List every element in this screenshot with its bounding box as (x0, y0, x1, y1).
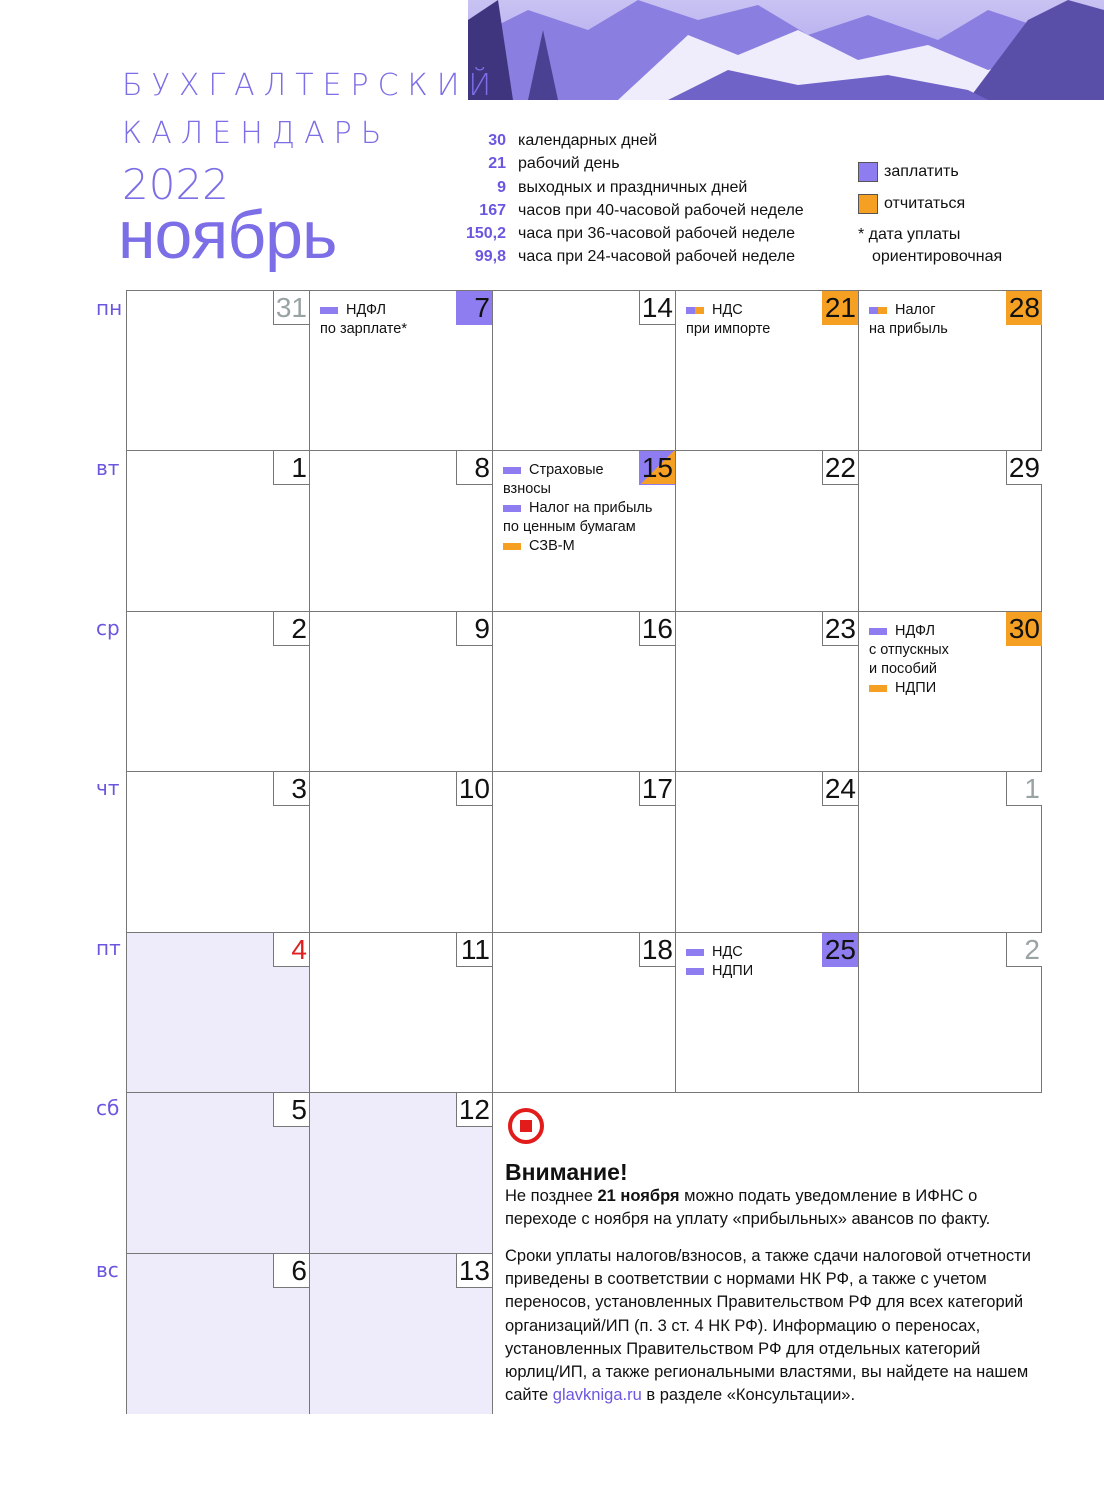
footnote-line-1: * дата уплаты (858, 226, 961, 243)
stat-number: 167 (479, 201, 506, 219)
day-cell (859, 933, 1042, 1093)
event-label-cont: взносы (503, 481, 551, 497)
day-number: 12 (456, 1093, 492, 1127)
day-cell (859, 772, 1042, 933)
note-title: Внимание! (505, 1159, 628, 1185)
event-label-cont: при импорте (686, 321, 771, 337)
legend-pay (858, 162, 959, 182)
day-number: 9 (456, 612, 492, 646)
day-cell (310, 451, 493, 612)
day-cell (676, 451, 859, 612)
stat-label: календарных дней (518, 132, 658, 149)
event-label: Налог на прибыль (529, 500, 653, 516)
legend-pay-label: заплатить (884, 163, 959, 180)
events-list (686, 301, 811, 339)
day-cell (493, 933, 676, 1093)
event-label: НДС (712, 944, 743, 960)
pay-marker (503, 467, 521, 474)
pay-marker (686, 968, 704, 975)
stat-label: часов при 40-часовой рабочей неделе (518, 201, 804, 219)
weekday-label: вт (96, 456, 120, 480)
note-text: Сроки уплаты налогов/взносов, а также сдачи налоговой отчетности приведены в соответствии с нормами НК РФ, а также с учетом переносов, установленных Правительством РФ для всех категорий организаций/ИП (п. 3 ст. 4 НК РФ). Информацию о переносах, установленных Правительством РФ для отдельных категорий юрлиц/ИП, а также региональными властями, вы найдете на нашем сайте (505, 1247, 1031, 1405)
weekday-label: пн (96, 296, 123, 320)
day-number: 24 (822, 772, 858, 806)
day-cell (859, 291, 1042, 451)
day-cell (493, 451, 676, 612)
note-paragraph-1 (505, 1185, 1035, 1231)
day-cell (127, 612, 310, 772)
event-item (503, 537, 638, 556)
day-number: 30 (1006, 612, 1042, 646)
pay-swatch (858, 162, 878, 182)
day-number: 6 (273, 1254, 309, 1288)
events-list (503, 461, 653, 556)
event-item (503, 461, 638, 499)
day-cell (859, 612, 1042, 772)
day-number: 1 (273, 451, 309, 485)
pay-marker (503, 505, 521, 512)
weekday-label: чт (96, 776, 120, 800)
day-cell (310, 291, 493, 451)
footnote-line-2: ориентировочная (872, 248, 1003, 265)
stat-label: часа при 36-часовой рабочей неделе (518, 225, 796, 243)
weekday-label: сб (96, 1096, 120, 1120)
note-text: можно подать уведомление в ИФНС о переходе с ноября на уплату «прибыльных» авансов по факту. (505, 1187, 991, 1229)
stat-number: 150,2 (465, 225, 506, 243)
day-cell (493, 772, 676, 933)
event-item (686, 962, 811, 981)
mountain-photo (468, 0, 1104, 100)
title-line-2: КАЛЕНДАРЬ (122, 116, 391, 151)
report-swatch (858, 194, 878, 214)
site-link[interactable]: glavkniga.ru (552, 1386, 642, 1405)
event-item (869, 622, 994, 679)
stat-label: выходных и праздничных дней (518, 178, 748, 196)
stat-number: 9 (497, 178, 506, 196)
day-number: 5 (273, 1093, 309, 1127)
day-number: 23 (822, 612, 858, 646)
day-number: 2 (1006, 933, 1042, 967)
pay-marker (686, 949, 704, 956)
event-label: Страховые (529, 462, 604, 478)
event-label: НДПИ (712, 963, 754, 979)
stat-number: 30 (488, 132, 506, 149)
pay-report-marker (686, 307, 704, 314)
day-number: 28 (1006, 291, 1042, 325)
event-item (503, 499, 663, 537)
day-cell (859, 451, 1042, 612)
day-number: 4 (273, 933, 309, 967)
event-label: СЗВ-М (529, 538, 575, 554)
day-number: 1 (1006, 772, 1042, 806)
pay-marker (320, 307, 338, 314)
day-number: 18 (639, 933, 675, 967)
event-label-cont: по зарплате* (320, 321, 407, 337)
month-title: ноябрь (118, 197, 337, 273)
note-text: Не позднее (505, 1187, 598, 1205)
attention-note (493, 1093, 1043, 1415)
events-list (869, 301, 994, 339)
day-cell (310, 1093, 493, 1254)
event-item (869, 679, 994, 698)
event-label: НДПИ (895, 680, 937, 696)
day-number: 21 (822, 291, 858, 325)
day-number: 2 (273, 612, 309, 646)
pay-report-marker (869, 307, 887, 314)
day-number: 15 (639, 451, 675, 485)
note-text: в разделе «Консультации». (641, 1386, 856, 1405)
event-label-cont: с отпускных (869, 642, 949, 658)
events-list (686, 943, 811, 981)
day-cell (127, 291, 310, 451)
day-cell (493, 612, 676, 772)
stat-label: часа при 24-часовой рабочей неделе (518, 248, 796, 266)
event-item (320, 301, 445, 339)
event-item (686, 943, 811, 962)
calendar-grid (126, 290, 1042, 1414)
report-marker (503, 543, 521, 550)
stat-label: рабочий день (518, 155, 620, 173)
pay-marker (869, 628, 887, 635)
weekday-label: вс (96, 1258, 119, 1282)
stat-number: 21 (488, 155, 506, 173)
day-number: 29 (1006, 451, 1042, 485)
weekday-label: ср (96, 616, 120, 640)
day-cell (676, 933, 859, 1093)
day-number: 16 (639, 612, 675, 646)
day-number: 3 (273, 772, 309, 806)
year-label: 2022 (122, 160, 229, 209)
day-cell (310, 772, 493, 933)
day-cell (127, 1254, 310, 1414)
day-number: 22 (822, 451, 858, 485)
day-number: 17 (639, 772, 675, 806)
event-item (869, 301, 994, 339)
day-cell (493, 291, 676, 451)
day-number: 8 (456, 451, 492, 485)
day-cell (310, 1254, 493, 1414)
event-label-cont: по ценным бумагам (503, 519, 636, 535)
events-list (320, 301, 445, 339)
day-number: 13 (456, 1254, 492, 1288)
day-number: 14 (639, 291, 675, 325)
weekday-label: пт (96, 936, 121, 960)
event-label: Налог (895, 302, 936, 318)
stop-icon (507, 1107, 545, 1145)
event-label-cont: на прибыль (869, 321, 948, 337)
day-cell (676, 612, 859, 772)
stat-number: 99,8 (474, 248, 506, 266)
day-number: 7 (456, 291, 492, 325)
legend-footnote (858, 224, 1002, 268)
day-number: 10 (456, 772, 492, 806)
event-label-cont: и пособий (869, 661, 938, 677)
day-cell (676, 772, 859, 933)
title-line-1: БУХГАЛТЕРСКИЙ (122, 68, 501, 103)
note-deadline: 21 ноября (597, 1187, 680, 1205)
event-label: НДФЛ (346, 302, 387, 318)
day-cell (127, 1093, 310, 1254)
day-cell (127, 772, 310, 933)
day-cell (676, 291, 859, 451)
day-number: 31 (273, 291, 309, 325)
event-item (686, 301, 811, 339)
day-cell (127, 933, 310, 1093)
report-marker (869, 685, 887, 692)
events-list (869, 622, 994, 698)
legend-report (858, 194, 965, 214)
note-paragraph-2 (505, 1245, 1035, 1407)
day-number: 25 (822, 933, 858, 967)
day-number: 11 (456, 933, 492, 967)
day-cell (127, 451, 310, 612)
event-label: НДФЛ (895, 623, 936, 639)
day-cell (310, 612, 493, 772)
day-cell (310, 933, 493, 1093)
legend-report-label: отчитаться (884, 195, 966, 212)
event-label: НДС (712, 302, 743, 318)
